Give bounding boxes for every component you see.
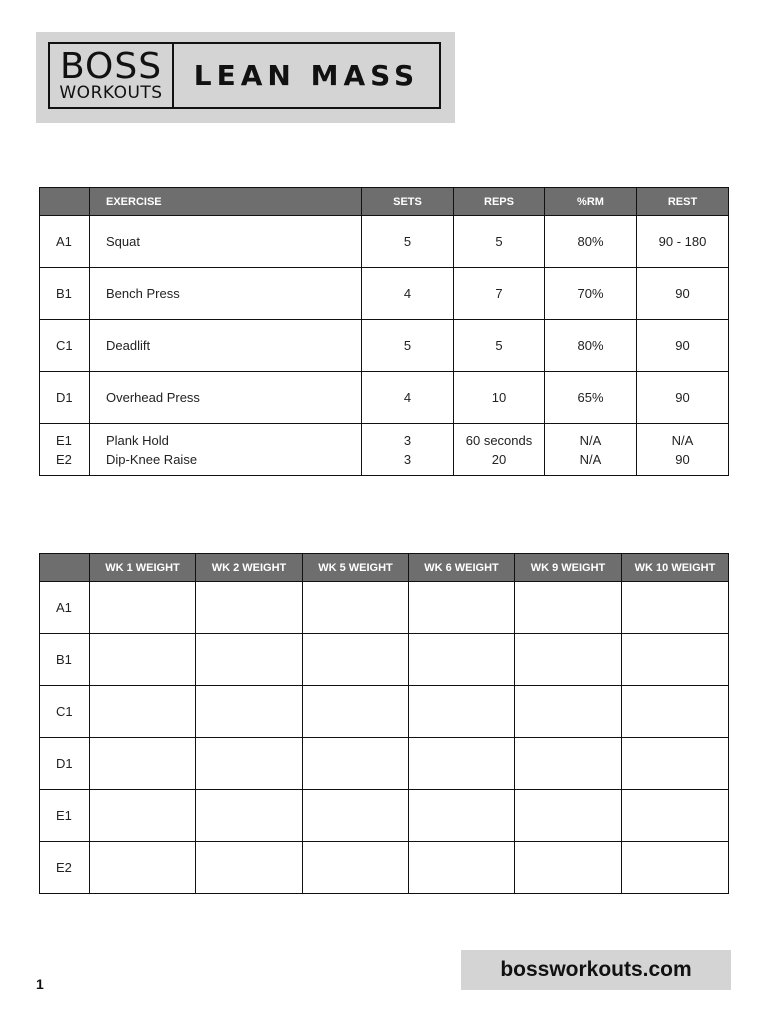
cell-rest-text: 90: [675, 390, 690, 405]
cell-sets: [362, 268, 454, 320]
cell-sets: [362, 216, 454, 268]
weight-entry-cell[interactable]: [196, 582, 303, 634]
weight-entry-cell[interactable]: [90, 582, 196, 634]
weight-entry-cell[interactable]: [196, 686, 303, 738]
cell-sets-text: 3: [403, 451, 412, 467]
cell-reps: [454, 216, 545, 268]
cell-id-text: E1: [56, 432, 72, 448]
table-row: [40, 634, 729, 686]
cell-rest: [637, 372, 729, 424]
cell-rm-text: 65%: [577, 390, 604, 405]
cell-id: E1: [40, 790, 90, 842]
table-row: [40, 738, 729, 790]
weight-entry-cell[interactable]: [303, 582, 409, 634]
cell-reps: [454, 372, 545, 424]
cell-rm: [545, 268, 637, 320]
cell-id: C1: [40, 686, 90, 738]
cell-reps-text: 10: [491, 390, 507, 405]
cell-id: A1: [40, 582, 90, 634]
cell-exercise-text: Dip-Knee Raise: [106, 451, 198, 467]
cell-exercise-text: Squat: [106, 234, 140, 249]
cell-rm-text: 80%: [577, 234, 604, 249]
weight-entry-cell[interactable]: [90, 686, 196, 738]
website-url: bossworkouts.com: [461, 950, 731, 990]
cell-sets: [362, 424, 454, 476]
cell-id: [40, 216, 90, 268]
cell-rm-text: 70%: [577, 286, 604, 301]
table-row: [40, 790, 729, 842]
weight-entry-cell[interactable]: [303, 790, 409, 842]
weight-entry-cell[interactable]: [409, 738, 515, 790]
weight-entry-cell[interactable]: [515, 686, 622, 738]
weight-entry-cell[interactable]: [622, 842, 729, 894]
table-row: [40, 424, 729, 476]
cell-rest-text: N/A: [671, 432, 694, 448]
cell-id-text: A1: [56, 234, 72, 249]
logo-frame: [48, 42, 441, 109]
cell-rest: [637, 320, 729, 372]
weight-entry-cell[interactable]: [196, 790, 303, 842]
cell-rm-text: N/A: [579, 432, 602, 448]
page-title: LEAN MASS: [193, 59, 420, 92]
cell-exercise-text: Overhead Press: [106, 390, 200, 405]
weight-entry-cell[interactable]: [515, 634, 622, 686]
cell-rm: [545, 320, 637, 372]
weight-entry-cell[interactable]: [409, 582, 515, 634]
weight-entry-cell[interactable]: [90, 738, 196, 790]
weight-entry-cell[interactable]: [196, 842, 303, 894]
cell-rm-text: N/A: [579, 451, 602, 467]
weight-entry-cell[interactable]: [622, 634, 729, 686]
table-row: [40, 842, 729, 894]
header-rm: %RM: [545, 188, 637, 216]
weight-entry-cell[interactable]: [622, 582, 729, 634]
table-row: [40, 268, 729, 320]
cell-reps-text: 60 seconds: [465, 432, 533, 448]
cell-id: [40, 320, 90, 372]
cell-exercise-text: Plank Hold: [106, 432, 169, 448]
weight-entry-cell[interactable]: [303, 634, 409, 686]
table-row: [40, 372, 729, 424]
header-rest: REST: [637, 188, 729, 216]
brand-bottom-text: WORKOUTS: [59, 83, 163, 103]
brand-top-text: BOSS: [59, 46, 163, 87]
cell-rest: [637, 268, 729, 320]
weight-entry-cell[interactable]: [515, 738, 622, 790]
cell-reps: [454, 320, 545, 372]
table-row: [40, 320, 729, 372]
weight-entry-cell[interactable]: [409, 842, 515, 894]
table-row: [40, 582, 729, 634]
cell-reps-text: 20: [491, 451, 507, 467]
weight-entry-cell[interactable]: [622, 738, 729, 790]
cell-id: [40, 268, 90, 320]
cell-exercise: [90, 372, 362, 424]
cell-rest-text: 90: [675, 286, 690, 301]
weight-header-week: WK 5 WEIGHT: [303, 554, 409, 582]
cell-id: [40, 372, 90, 424]
header-sets: SETS: [362, 188, 454, 216]
cell-reps-text: 5: [495, 338, 503, 353]
table-row: [40, 216, 729, 268]
cell-sets: [362, 320, 454, 372]
cell-id-text: B1: [56, 286, 72, 301]
header-reps: REPS: [454, 188, 545, 216]
header-banner: [36, 32, 455, 123]
weight-header-row: [40, 554, 729, 582]
cell-id-text: C1: [56, 338, 73, 353]
cell-reps: [454, 268, 545, 320]
brand-logo: [50, 44, 174, 107]
weight-header-id: [40, 554, 90, 582]
cell-id-text: D1: [56, 390, 73, 405]
cell-rm-text: 80%: [577, 338, 604, 353]
weight-header-week: WK 6 WEIGHT: [409, 554, 515, 582]
weight-entry-cell[interactable]: [409, 790, 515, 842]
weight-entry-cell[interactable]: [196, 634, 303, 686]
cell-sets-text: 3: [403, 432, 412, 448]
cell-exercise: [90, 424, 362, 476]
cell-sets-text: 5: [403, 338, 412, 353]
weight-header-week: WK 2 WEIGHT: [196, 554, 303, 582]
cell-sets-text: 4: [403, 286, 412, 301]
cell-reps-text: 7: [495, 286, 503, 301]
header-id: [40, 188, 90, 216]
weight-entry-cell[interactable]: [409, 686, 515, 738]
cell-reps: [454, 424, 545, 476]
cell-reps-text: 5: [495, 234, 503, 249]
weight-entry-cell[interactable]: [90, 842, 196, 894]
weight-header-week: WK 10 WEIGHT: [622, 554, 729, 582]
weight-header-week: WK 9 WEIGHT: [515, 554, 622, 582]
weight-entry-cell[interactable]: [90, 634, 196, 686]
weight-entry-cell[interactable]: [515, 790, 622, 842]
cell-sets: [362, 372, 454, 424]
cell-id: [40, 424, 90, 476]
cell-id: D1: [40, 738, 90, 790]
weight-entry-cell[interactable]: [303, 738, 409, 790]
cell-rm: [545, 216, 637, 268]
weight-entry-cell[interactable]: [622, 686, 729, 738]
cell-id: B1: [40, 634, 90, 686]
cell-exercise: [90, 268, 362, 320]
weight-entry-cell[interactable]: [303, 686, 409, 738]
cell-rest-text: 90: [675, 338, 690, 353]
cell-rest: [637, 424, 729, 476]
cell-rm: [545, 424, 637, 476]
page-number: 1: [36, 976, 44, 992]
cell-exercise-text: Bench Press: [106, 286, 180, 301]
cell-sets-text: 5: [403, 234, 412, 249]
weight-entry-cell[interactable]: [409, 634, 515, 686]
cell-id: E2: [40, 842, 90, 894]
cell-exercise-text: Deadlift: [106, 338, 151, 353]
weight-log-table: [39, 553, 729, 894]
cell-rm: [545, 372, 637, 424]
weight-entry-cell[interactable]: [622, 790, 729, 842]
table-row: [40, 686, 729, 738]
weight-entry-cell[interactable]: [515, 842, 622, 894]
cell-id-text: E2: [56, 451, 72, 467]
cell-rest-text: 90: [675, 451, 690, 467]
cell-rest: [637, 216, 729, 268]
header-exercise: EXERCISE: [90, 188, 362, 216]
cell-exercise: [90, 320, 362, 372]
cell-exercise: [90, 216, 362, 268]
weight-entry-cell[interactable]: [515, 582, 622, 634]
weight-entry-cell[interactable]: [196, 738, 303, 790]
program-table: [39, 187, 729, 476]
cell-rest-text: 90 - 180: [658, 234, 707, 249]
weight-header-week: WK 1 WEIGHT: [90, 554, 196, 582]
weight-entry-cell[interactable]: [90, 790, 196, 842]
cell-sets-text: 4: [403, 390, 412, 405]
program-header-row: [40, 188, 729, 216]
weight-entry-cell[interactable]: [303, 842, 409, 894]
